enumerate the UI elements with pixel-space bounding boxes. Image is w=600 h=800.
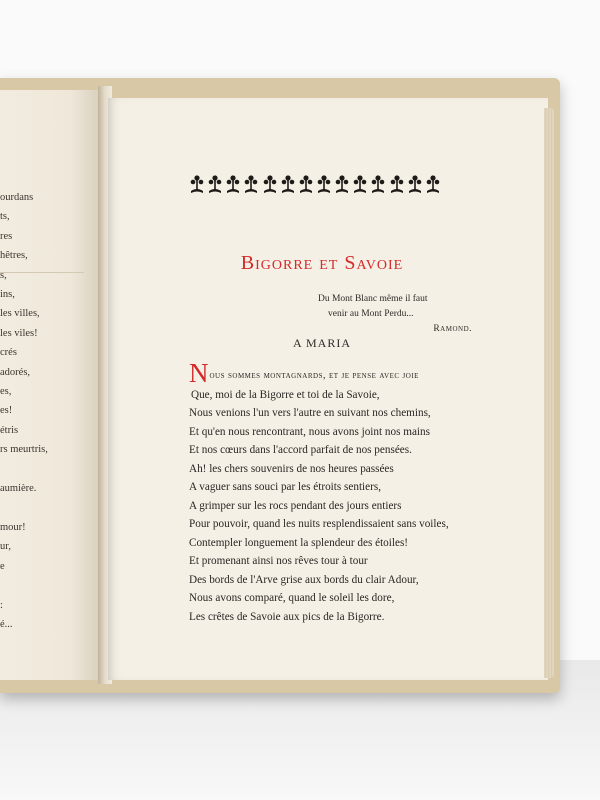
left-page-line: ts, <box>0 211 10 223</box>
left-page-line: es! <box>0 405 13 417</box>
left-page-line <box>0 460 100 479</box>
left-page-line: rs meurtris, <box>0 444 48 456</box>
poem-line: Nous venions l'un vers l'autre en suivant nos chemins, <box>189 407 431 419</box>
epigraph-author: Ramond. <box>433 324 472 334</box>
left-page-text <box>0 188 100 634</box>
poem-line-start: ous sommes montagnards, et je pense avec joie <box>209 370 419 381</box>
poem-line: Que, moi de la Bigorre et toi de la Savoie, <box>191 388 380 401</box>
fleuron-icon <box>281 175 295 195</box>
fleuron-icon <box>390 175 404 195</box>
fleuron-icon <box>208 175 222 195</box>
poem-line: Nous avons comparé, quand le soleil les dore, <box>189 592 395 604</box>
left-page-line: : <box>0 599 3 611</box>
poem-line: A vaguer sans souci par les étroits sentiers, <box>189 481 382 493</box>
poem-line: Et qu'en nous rencontrant, nous avons joint nos mains <box>189 425 430 438</box>
poem-line: Des bords de l'Arve grise aux bords du clair Adour, <box>189 573 419 586</box>
left-page-line: aumière. <box>0 483 37 495</box>
poem-line: Et promenant ainsi nos rêves tour à tour <box>189 555 368 567</box>
left-page-line: es, <box>0 386 12 398</box>
poem-line: Les crêtes de Savoie aux pics de la Bigorre. <box>189 610 385 623</box>
fleuron-icon <box>371 175 385 195</box>
poem-line: A grimper sur les rocs pendant des jours entiers <box>189 499 402 512</box>
left-page-line <box>0 576 100 595</box>
left-page-line: ourdans <box>0 192 34 203</box>
fleuron-icon <box>190 175 204 195</box>
left-page-line <box>0 499 100 518</box>
fleuron-icon <box>263 175 277 195</box>
poem-line: Ah! les chers souvenirs de nos heures passées <box>189 462 394 475</box>
left-page-line: res <box>0 230 13 242</box>
poem-body <box>189 358 509 626</box>
left-page-line: hêtres, <box>0 250 28 262</box>
poem-line: Et nos cœurs dans l'accord parfait de nos pensées. <box>189 444 412 456</box>
fleuron-icon <box>335 175 349 195</box>
poem-line <box>189 358 509 388</box>
fleuron-icon <box>244 175 258 195</box>
fleuron-icon <box>426 175 440 195</box>
fleuron-icon <box>353 175 367 195</box>
left-page-line: mour! <box>0 521 26 533</box>
ornament-band <box>190 174 440 196</box>
poem-line: Pour pouvoir, quand les nuits resplendissaient sans voiles, <box>189 518 449 530</box>
left-page-line: ur, <box>0 541 11 553</box>
dedication: A MARIA <box>292 336 351 350</box>
left-page <box>0 90 100 680</box>
left-page-line: adorés, <box>0 366 31 378</box>
drop-cap: N <box>189 358 209 388</box>
left-page-line: étris <box>0 424 19 436</box>
left-page-line: les viles! <box>0 327 38 339</box>
page-fore-edge <box>544 108 554 678</box>
epigraph <box>318 292 478 337</box>
poem-line: Contempler longuement la splendeur des étoiles! <box>189 536 409 549</box>
poem-title: Bigorre et Savoie <box>240 252 404 274</box>
epigraph-line-2: venir au Mont Perdu... <box>328 309 414 319</box>
left-page-line: s, <box>0 269 7 281</box>
left-page-line: les villes, <box>0 308 40 320</box>
fleuron-icon <box>226 175 240 195</box>
left-page-line: é... <box>0 618 13 630</box>
left-page-line: ins, <box>0 289 15 301</box>
fleuron-icon <box>408 175 422 195</box>
fleuron-icon <box>299 175 313 195</box>
left-page-line: e <box>0 560 5 572</box>
epigraph-line-1: Du Mont Blanc même il faut <box>318 294 428 304</box>
left-page-line: crés <box>0 347 17 359</box>
fleuron-icon <box>317 175 331 195</box>
